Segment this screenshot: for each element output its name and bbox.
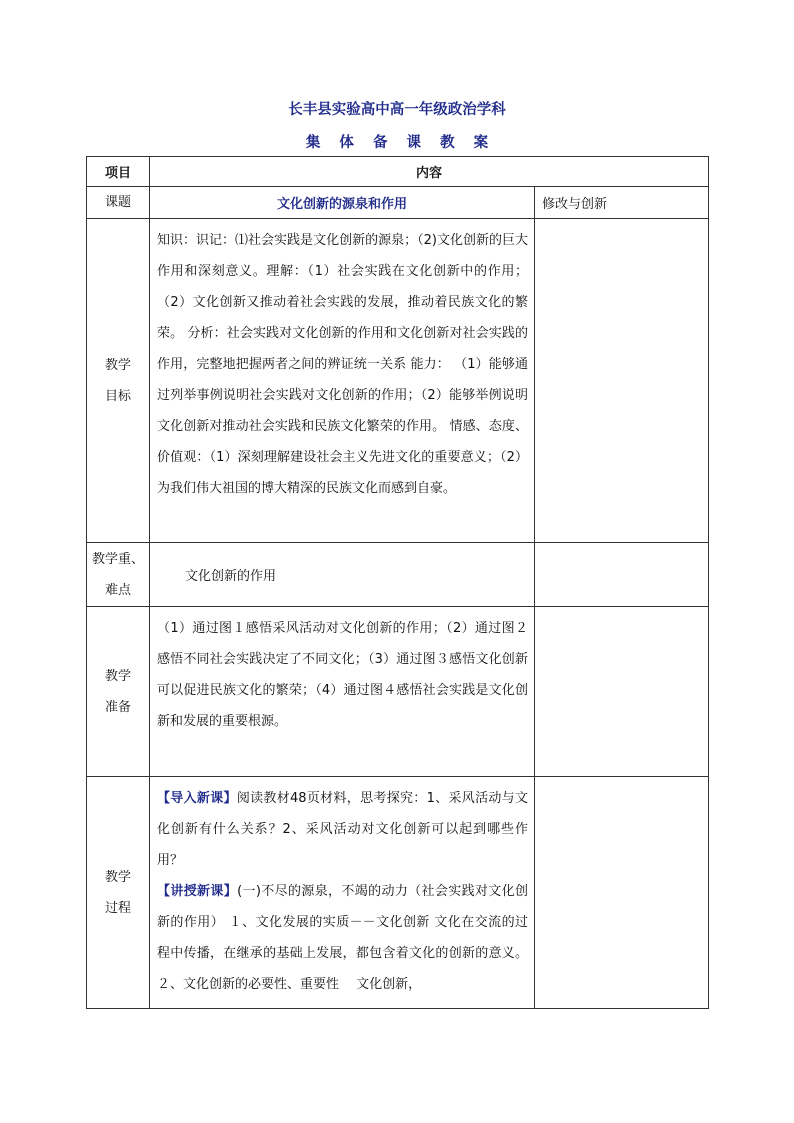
lesson-plan-table xyxy=(86,156,709,1009)
difficulty-label xyxy=(87,543,150,607)
difficulty-row xyxy=(87,543,709,607)
goal-revise-cell xyxy=(535,219,709,543)
process-label-line2: 过程 xyxy=(104,900,131,916)
prep-label-line2: 准备 xyxy=(104,699,131,715)
topic-row xyxy=(87,187,709,219)
revise-column-label: 修改与创新 xyxy=(535,187,709,219)
difficulty-revise-cell xyxy=(535,543,709,607)
header-item-cell: 项目 xyxy=(87,157,150,187)
process-row xyxy=(87,777,709,1009)
goal-text: 知识：识记：⑴社会实践是文化创新的源泉；（2)文化创新的巨大作用和深刻意义。理解：（1）社会实践在文化创新中的作用；（2）文化创新又推动着社会实践的发展，推动着民族文化的繁荣。 分析：社会实践对文化创新的作用和文化创新对社会实践的作用，完整地把握两者之间的辨证统一关系 能力： （1）能够通过列举事例说明社会实践对文化创新的作用；（2）能够举例说明文化创新对推动社会实践和民族文化繁荣的作用。 情感、态度、价值观：（1）深刻理解建设社会主义先进文化的重要意义；（2）为我们伟大祖国的博大精深的民族文化而感到自豪。 xyxy=(150,219,535,543)
difficulty-label-line1: 教学重、 xyxy=(91,551,144,567)
goal-label xyxy=(87,219,150,543)
prep-row xyxy=(87,607,709,777)
document-subtitle: 集 体 备 课 教 案 xyxy=(305,135,489,151)
process-label xyxy=(87,777,150,1009)
process-text xyxy=(150,777,535,1009)
table-header-row xyxy=(87,157,709,187)
prep-label-line1: 教学 xyxy=(104,668,131,684)
difficulty-text: 文化创新的作用 xyxy=(150,543,535,607)
intro-paragraph xyxy=(157,783,528,876)
topic-label: 课题 xyxy=(87,187,150,219)
intro-mark: 【导入新课】 xyxy=(157,791,237,806)
prep-revise-cell xyxy=(535,607,709,777)
goal-row xyxy=(87,219,709,543)
difficulty-label-line2: 难点 xyxy=(104,582,131,598)
topic-value: 文化创新的源泉和作用 xyxy=(150,187,535,219)
lecture-text: (一)不尽的源泉，不竭的动力（社会实践对文化创新的作用） １、文化发展的实质－－文化创新 文化在交流的过程中传播，在继承的基础上发展，都包含着文化的创新的意义。 ２、文化创新的必要性、重要性 文化创新， xyxy=(157,884,528,992)
lecture-mark: 【讲授新课】 xyxy=(157,884,238,899)
goal-label-line2: 目标 xyxy=(104,388,131,404)
header-content-cell: 内容 xyxy=(150,157,709,187)
process-revise-cell xyxy=(535,777,709,1009)
intro-text: 阅读教材48页材料，思考探究：1、采风活动与文化创新有什么关系？2、采风活动对文化创新可以起到哪些作用？ xyxy=(157,791,528,868)
prep-label xyxy=(87,607,150,777)
goal-label-line1: 教学 xyxy=(104,357,131,373)
document-title: 长丰县实验高中高一年级政治学科 xyxy=(288,102,506,118)
prep-text: （1）通过图１感悟采风活动对文化创新的作用；（2）通过图２感悟不同社会实践决定了不同文化；（3）通过图３感悟文化创新可以促进民族文化的繁荣；（4）通过图４感悟社会实践是文化创新和发展的重要根源。 xyxy=(150,607,535,777)
process-label-line1: 教学 xyxy=(104,869,131,885)
lecture-paragraph xyxy=(157,876,528,1000)
